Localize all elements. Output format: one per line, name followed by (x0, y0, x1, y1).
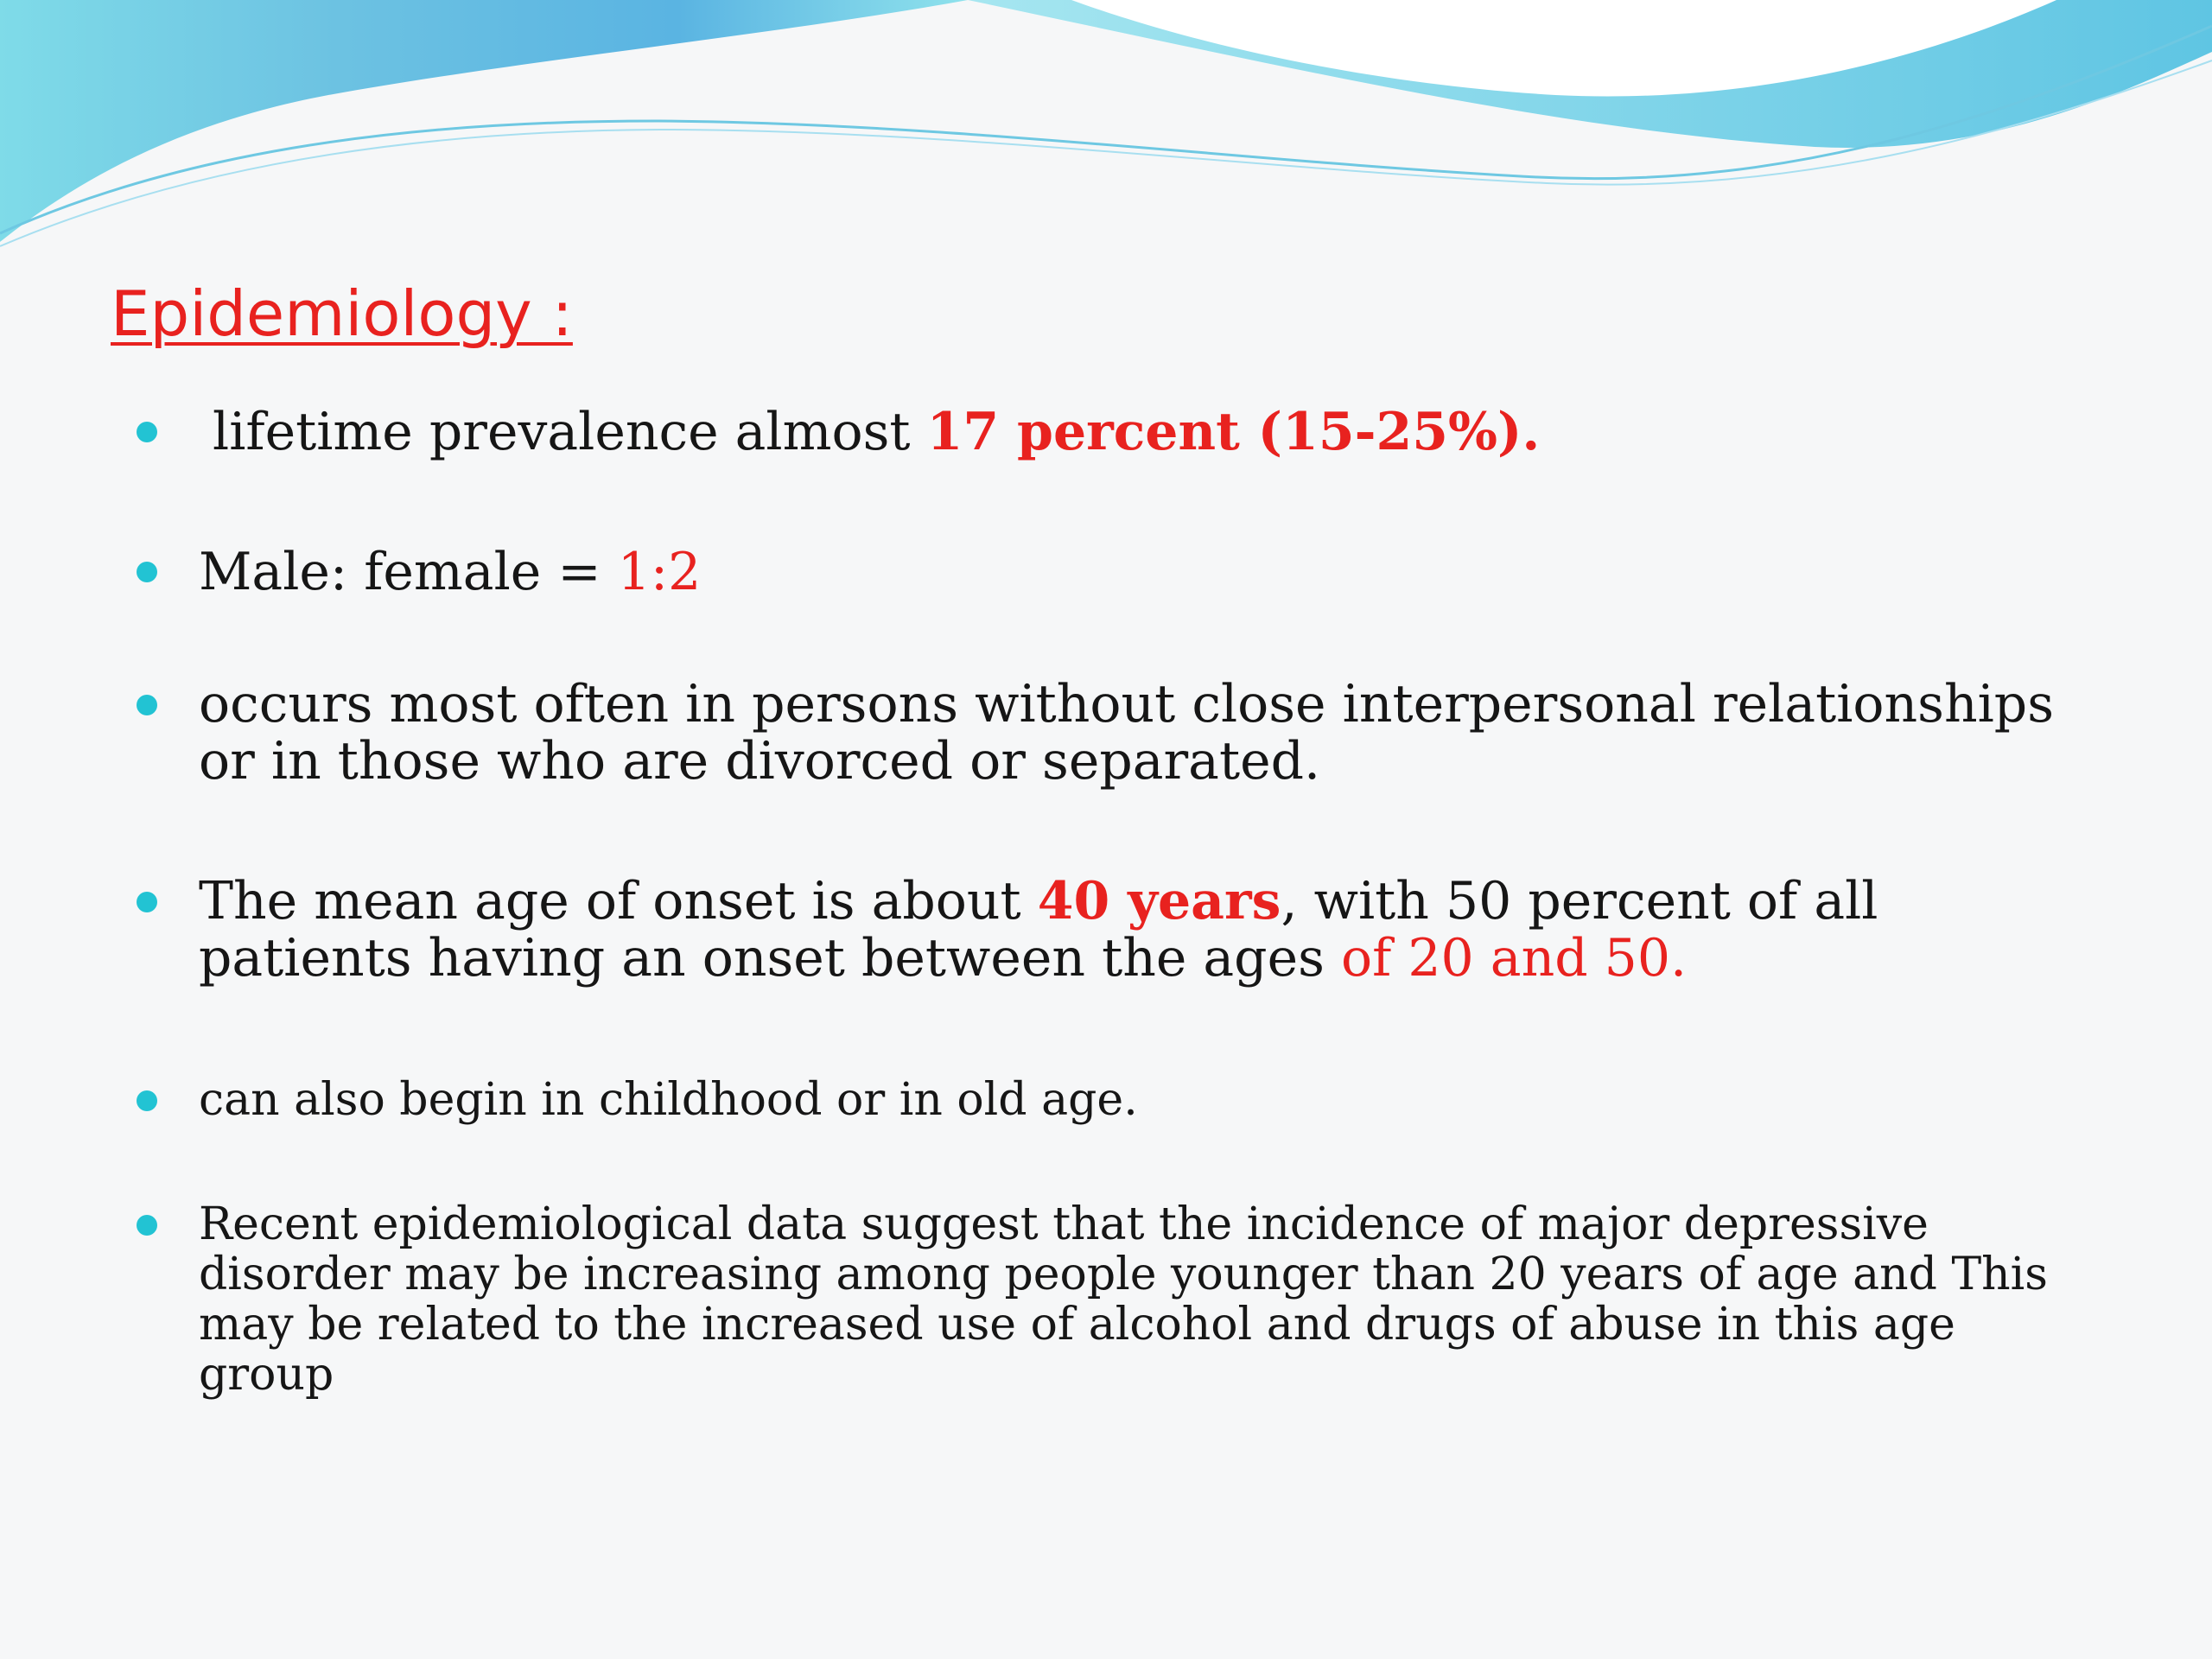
bullet-item-sex-ratio (199, 536, 2082, 608)
bullet-text-plain: , with 50 percent of all patients having an onset between the ages (199, 871, 1878, 988)
bullet-text-plain: Male: female = (199, 542, 618, 602)
bullet-text (199, 396, 2082, 468)
bullet-item-recent-data (199, 1199, 2082, 1400)
slide-title: Epidemiology : (111, 277, 573, 350)
bullet-highlight: 40 years (1037, 871, 1281, 931)
bullet-text (199, 873, 2082, 987)
bullet-text (199, 536, 2082, 608)
bullet-item-childhood-old-age (199, 1070, 2082, 1130)
bullet-highlight: 1:2 (617, 542, 702, 602)
bullet-dot-icon (137, 892, 157, 912)
bullet-item-prevalence (199, 396, 2082, 468)
bullet-dot-icon (137, 562, 157, 582)
bullet-highlight: of 20 and 50. (1340, 928, 1688, 988)
bullet-text: Recent epidemiological data suggest that the incidence of major depressive disorder may be increasing among people younger than 20 years of age and This may be related to the increased use of alcohol and drugs of abuse in this age group (199, 1198, 2048, 1401)
bullet-highlight: 17 percent (15-25%). (926, 402, 1541, 462)
bullet-text: can also begin in childhood or in old age. (199, 1074, 1138, 1126)
bullet-text-plain: lifetime prevalence almost (213, 402, 927, 462)
bullet-item-relationships (199, 676, 2082, 790)
bullet-text: occurs most often in persons without close interpersonal relationships or in those who are divorced or separated. (199, 674, 2054, 791)
bullet-dot-icon (137, 1090, 157, 1111)
bullet-item-age-of-onset (199, 873, 2082, 987)
bullet-text-plain: The mean age of onset is about (199, 871, 1038, 931)
bullet-dot-icon (137, 1215, 157, 1236)
bullet-dot-icon (137, 695, 157, 715)
bullet-dot-icon (137, 422, 157, 442)
